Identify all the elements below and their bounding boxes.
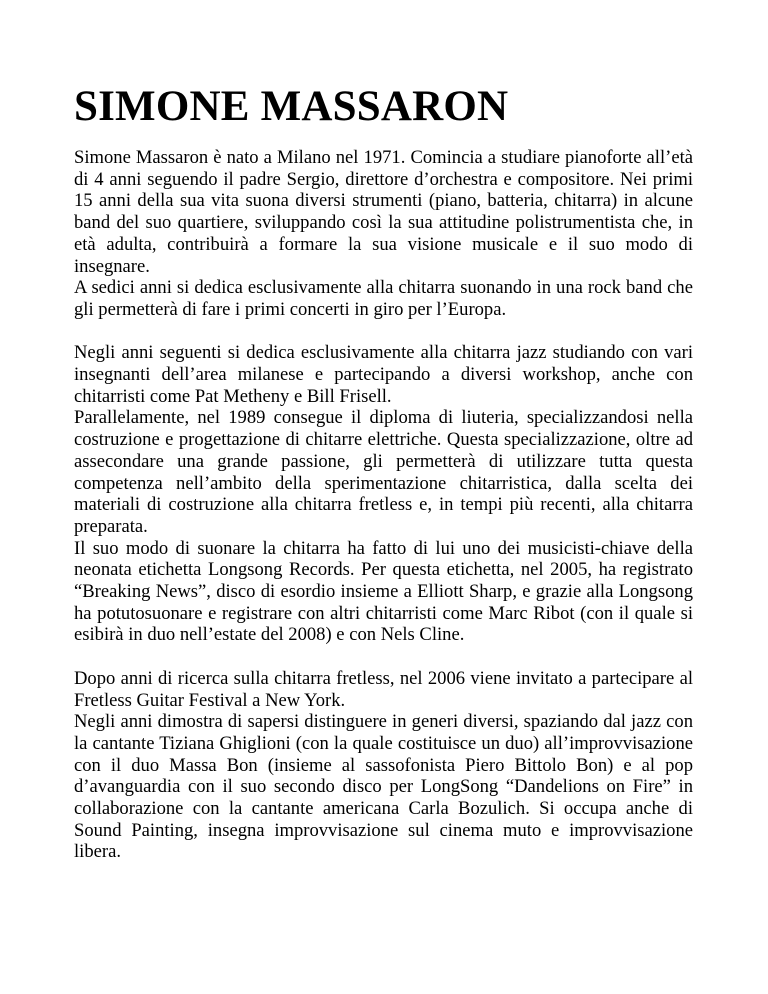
paragraph-longsong: Il suo modo di suonare la chitarra ha fatto di lui uno dei musicisti-chiave della neonata etichetta Longsong Records. Per questa etichetta, nel 2005, ha registrato “Breaking News”, disco di esordio insieme a Elliott Sharp, e grazie alla Longsong ha potutosuonare e registrare con altri chitarristi come Marc Ribot (con il quale si esibirà in duo nell’estate del 2008) e con Nels Cline. (74, 537, 693, 646)
paragraph-genres: Negli anni dimostra di sapersi distinguere in generi diversi, spaziando dal jazz con la cantante Tiziana Ghiglioni (con la quale costituisce un duo) all’improvvisazione con il duo Massa Bon (insieme al sassofonista Piero Bittolo Bon) e al pop d’avanguardia con il suo secondo disco per LongSong “Dandelions on Fire” in collaborazione con la cantante americana Carla Bozulich. Si occupa anche di Sound Painting, insegna improvvisazione sul cinema muto e improvvisazione libera. (74, 711, 693, 863)
paragraph-rock-band: A sedici anni si dedica esclusivamente alla chitarra suonando in una rock band che gli permetterà di fare i primi concerti in giro per l’Europa. (74, 277, 693, 320)
paragraph-lutherie: Parallelamente, nel 1989 consegue il diploma di liuteria, specializzandosi nella costruzione e progettazione di chitarre elettriche. Questa specializzazione, oltre ad assecondare una grande passione, gli permetterà di utilizzare tutta questa competenza nell’ambito della sperimentazione chitarristica, dalla scelta dei materiali di costruzione alla chitarra fretless e, in tempi più recenti, alla chitarra preparata. (74, 407, 693, 537)
paragraph-jazz-studies: Negli anni seguenti si dedica esclusivamente alla chitarra jazz studiando con vari insegnanti dell’area milanese e partecipando a diversi workshop, anche con chitarristi come Pat Metheny e Bill Frisell. (74, 342, 693, 407)
page-title: SIMONE MASSARON (74, 83, 509, 130)
paragraph-childhood: Simone Massaron è nato a Milano nel 1971. Comincia a studiare pianoforte all’età di 4 anni seguendo il padre Sergio, direttore d’orchestra e compositore. Nei primi 15 anni della sua vita suona diversi strumenti (piano, batteria, chitarra) in alcune band del suo quartiere, sviluppando così la sua attitudine polistrumentista che, in età adulta, contribuirà a formare la sua visione musicale e il suo modo di insegnare. (74, 147, 693, 277)
section-fretless-career (74, 668, 693, 863)
document-page (74, 82, 693, 885)
paragraph-fretless-festival: Dopo anni di ricerca sulla chitarra fretless, nel 2006 viene invitato a partecipare al Fretless Guitar Festival a New York. (74, 667, 693, 711)
section-jazz-and-lutherie (74, 342, 693, 646)
section-early-life (74, 147, 693, 321)
